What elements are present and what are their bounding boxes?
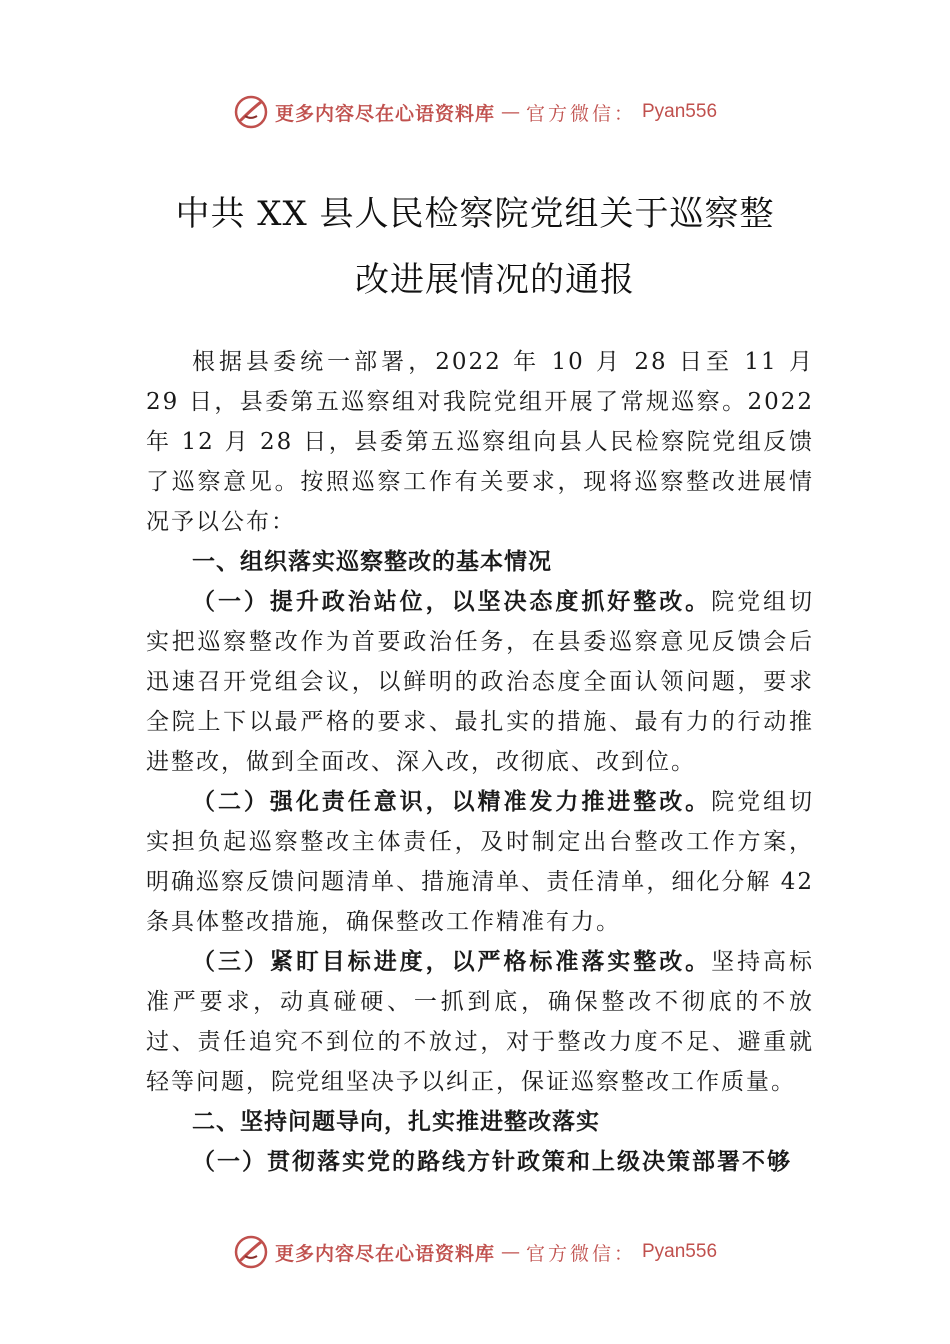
- item-body: 院党组切实担负起巡察整改主体责任，及时制定出台整改工作方案， 明确巡察反馈问题清单、措施清单、责任清单，细化分解 42 条具体整改措施，确保整改工作精准有力。: [146, 789, 815, 935]
- document-body: [146, 342, 814, 1182]
- watermark-dash: —: [500, 101, 520, 123]
- section-1-item-2: [146, 782, 814, 942]
- item-body: 坚持高标准严要求，动真碰硬、一抓到底，确保整改不彻底的不放过、责任追究不到位的不放过，对于整改力度不足、避重就轻等问题，院党组坚决予以纠正，保证巡察整改工作质量。: [146, 949, 815, 1095]
- brush-logo-icon: [233, 94, 269, 130]
- watermark-footer: [0, 1234, 950, 1270]
- watermark-brand: 更多内容尽在心语资料库: [274, 1242, 495, 1265]
- section-2-item-1: [146, 1142, 814, 1182]
- watermark-header: [0, 94, 950, 130]
- item-body: 院党组切实把巡察整改作为首要政治任务，在县委巡察意见反馈会后迅速召开党组会议，以鲜明的政治态度全面认领问题，要求全院上下以最严格的要求、最扎实的措施、最有力的行动推进整改，做到全面改、深入改，改彻底、改到位。: [146, 589, 815, 775]
- intro-paragraph: 根据县委统一部署，2022 年 10 月 28 日至 11 月 29 日，县委第五巡察组对我院党组开展了常规巡察。2022 年 12 月 28 日，县委第五巡察组向县人民检察院党组反馈了巡察意见。按照巡察工作有关要求，现将巡察整改进展情况予以公布：: [146, 349, 814, 535]
- section-1-heading: 一、组织落实巡察整改的基本情况: [192, 549, 552, 575]
- section-1-item-3: [146, 942, 814, 1102]
- watermark-brand: 更多内容尽在心语资料库: [274, 102, 495, 125]
- section-1-item-1: [146, 582, 814, 782]
- item-lead: （一）贯彻落实党的路线方针政策和上级决策部署不够: [192, 1148, 792, 1175]
- item-lead: （二）强化责任意识，以精准发力推进整改。: [192, 788, 712, 815]
- watermark-dash: —: [500, 1241, 520, 1263]
- watermark-wechat-label: 官方微信：: [525, 1242, 636, 1265]
- brush-logo-icon: [233, 1234, 269, 1270]
- watermark-wechat-id: Pyan556: [642, 1241, 718, 1262]
- document-title-line-2: 改进展情况的通报: [355, 260, 635, 300]
- document-title-line-1: 中共 XX 县人民检察院党组关于巡察整: [175, 194, 775, 234]
- item-lead: （一）提升政治站位，以坚决态度抓好整改。: [192, 588, 712, 615]
- watermark-wechat-id: Pyan556: [642, 101, 718, 122]
- item-lead: （三）紧盯目标进度，以严格标准落实整改。: [192, 948, 712, 975]
- watermark-wechat-label: 官方微信：: [525, 102, 636, 125]
- section-2-heading: 二、坚持问题导向，扎实推进整改落实: [192, 1109, 600, 1135]
